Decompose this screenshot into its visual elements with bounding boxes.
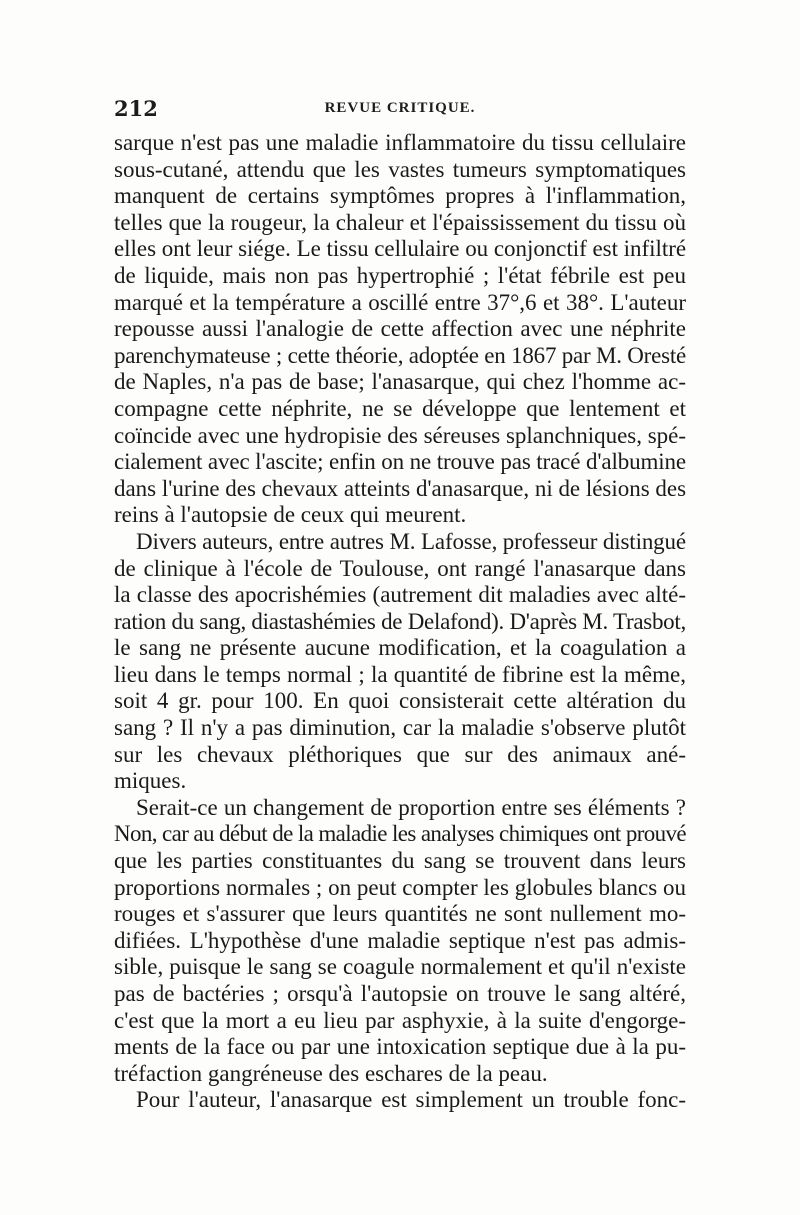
text-line: la classe des apocrishémies (autrement dit maladies avec alté- <box>114 582 686 608</box>
text-line: lieu dans le temps normal ; la quantité de fibrine est la même, <box>114 661 686 687</box>
text-line: telles que la rougeur, la chaleur et l'épaississement du tissu où <box>114 209 686 235</box>
paragraph-4 <box>114 1087 686 1114</box>
text-line: de Naples, n'a pas de base; l'anasarque, qui chez l'homme ac- <box>114 369 686 395</box>
text-line: dans l'urine des chevaux atteints d'anasarque, ni de lésions des <box>114 475 687 501</box>
text-line: repousse aussi l'analogie de cette affection avec une néphrite <box>114 316 686 342</box>
text-line: compagne cette néphrite, ne se développe que lentement et <box>114 395 686 421</box>
text-line: coïncide avec une hydropisie des séreuses splanchniques, spé- <box>114 422 687 448</box>
text-line: proportions normales ; on peut compter les globules blancs ou <box>114 874 686 900</box>
text-line: reins à l'autopsie de ceux qui meurent. <box>114 502 467 528</box>
text-line: Serait-ce un changement de proportion entre ses éléments ? <box>136 794 686 820</box>
text-line: Divers auteurs, entre autres M. Lafosse, professeur distingué <box>136 528 686 554</box>
text-line: tréfaction gangréneuse des eschares de la peau. <box>114 1060 548 1086</box>
running-head <box>114 96 686 126</box>
text-line: miques. <box>114 768 187 794</box>
page-number: 212 <box>114 96 158 121</box>
text-line: soit 4 gr. pour 100. En quoi consisterait cette altération du <box>114 688 686 714</box>
paragraph-2 <box>114 529 686 795</box>
text-line: le sang ne présente aucune modification, et la coagulation a <box>114 635 686 661</box>
text-line: marqué et la température a oscillé entre 37°,6 et 38°. L'auteur <box>114 289 686 315</box>
text-line: difiées. L'hypothèse d'une maladie septique n'est pas admis- <box>114 927 686 953</box>
text-line: elles ont leur siége. Le tissu cellulaire ou conjonctif est infiltré <box>114 236 687 262</box>
body-text <box>114 130 686 1114</box>
text-line: sang ? Il n'y a pas diminution, car la maladie s'observe plutôt <box>114 715 686 741</box>
text-line: c'est que la mort a eu lieu par asphyxie, à la suite d'engorge- <box>114 1007 686 1033</box>
text-line: cialement avec l'ascite; enfin on ne trouve pas tracé d'albumine <box>114 449 686 475</box>
text-line: de liquide, mais non pas hypertrophié ; l'état fébrile est peu <box>114 262 686 288</box>
text-line: ments de la face ou par une intoxication septique due à la pu- <box>114 1034 686 1060</box>
text-line: sarque n'est pas une maladie inflammatoire du tissu cellulaire <box>114 130 686 155</box>
text-line: ration du sang, diastashémies de Delafond). D'après M. Trasbot, <box>114 608 687 634</box>
paragraph-1 <box>114 130 686 529</box>
text-line: Non, car au début de la maladie les analyses chimiques ont prouvé <box>114 821 687 847</box>
paragraph-3 <box>114 795 686 1088</box>
text-line: parenchymateuse ; cette théorie, adoptée en 1867 par M. Oresté <box>114 342 686 368</box>
text-line: sible, puisque le sang se coagule normalement et qu'il n'existe <box>114 954 686 980</box>
journal-title: REVUE CRITIQUE. <box>324 100 476 116</box>
text-line: sur les chevaux pléthoriques que sur des animaux ané- <box>114 741 686 767</box>
text-line: manquent de certains symptômes propres à l'inflammation, <box>114 183 686 209</box>
text-line: de clinique à l'école de Toulouse, ont rangé l'anasarque dans <box>114 555 686 581</box>
text-line: pas de bactéries ; orsqu'à l'autopsie on trouve le sang altéré, <box>114 981 686 1006</box>
text-line: Pour l'auteur, l'anasarque est simplement un trouble fonc- <box>136 1087 686 1113</box>
text-line: rouges et s'assurer que leurs quantités ne sont nullement mo- <box>114 901 686 927</box>
text-line: sous-cutané, attendu que les vastes tumeurs symptomatiques <box>114 156 686 182</box>
text-line: que les parties constituantes du sang se trouvent dans leurs <box>114 848 686 874</box>
